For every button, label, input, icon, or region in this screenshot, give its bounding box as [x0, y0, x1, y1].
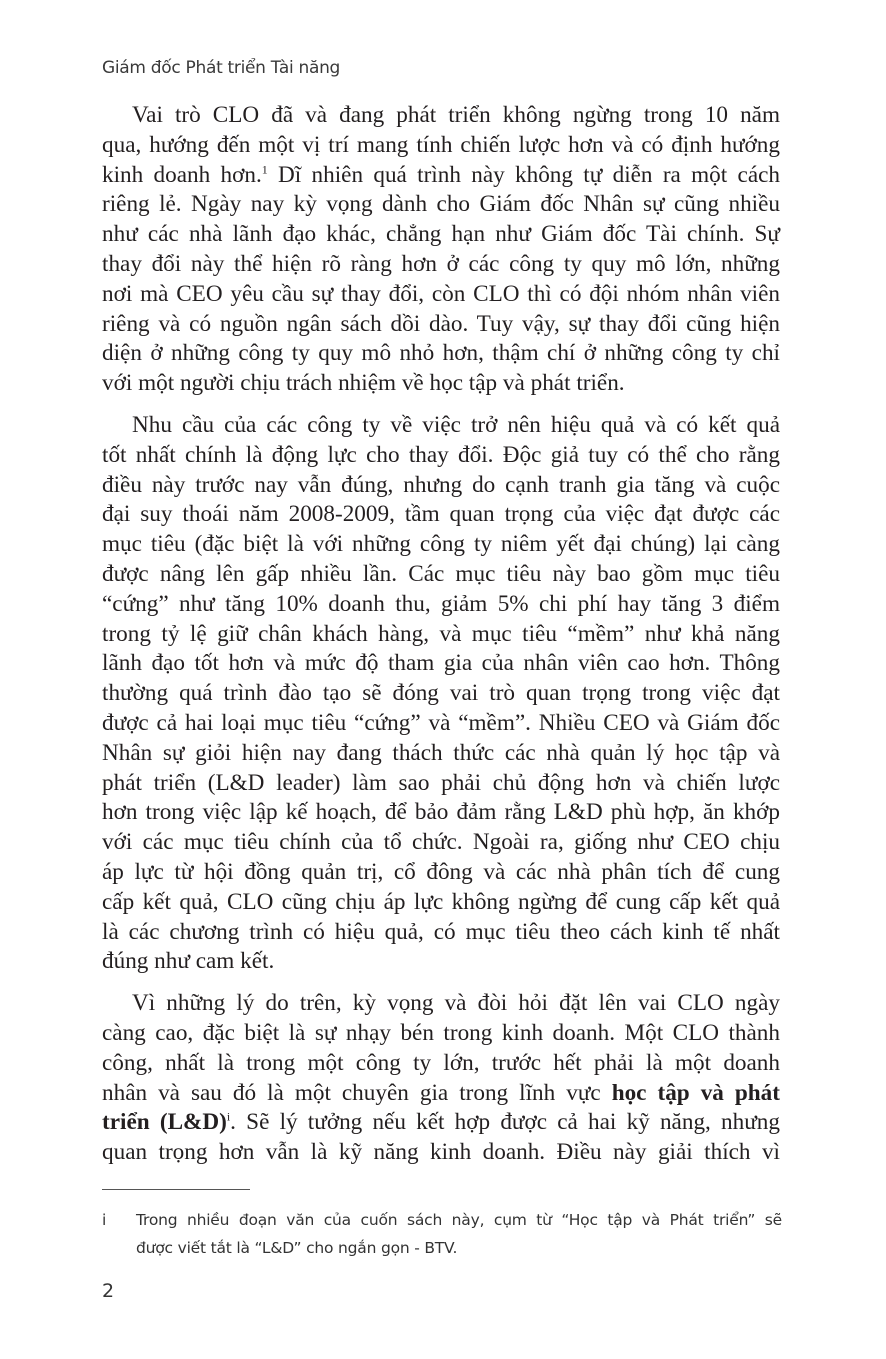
- text-line: với các mục tiêu chính của tổ chức. Ngoài ra, giống như CEO chịu: [102, 829, 780, 856]
- bold-term: triển (L&D): [102, 1109, 227, 1136]
- footnote-marker: i: [102, 1211, 107, 1229]
- text-line: hơn trong việc lập kế hoạch, để bảo đảm rằng L&D phù hợp, ăn khớp: [102, 799, 780, 826]
- text-line: phát triển (L&D leader) làm sao phải chủ động hơn và chiến lược: [102, 769, 780, 796]
- text-line: lãnh đạo tốt hơn và mức độ tham gia của nhân viên cao hơn. Thông: [102, 650, 780, 677]
- text-line: càng cao, đặc biệt là sự nhạy bén trong kinh doanh. Một CLO thành: [102, 1019, 780, 1046]
- text-line: “cứng” như tăng 10% doanh thu, giảm 5% chi phí hay tăng 3 điểm: [102, 590, 780, 617]
- text-run: nhân và sau đó là một chuyên gia trong lĩnh vực: [102, 1079, 612, 1106]
- text-line: thường quá trình đào tạo sẽ đóng vai trò quan trọng trong việc đạt: [102, 680, 780, 707]
- text-line: công, nhất là trong một công ty lớn, trước hết phải là một doanh: [102, 1049, 780, 1076]
- text-run: kinh doanh hơn.: [102, 161, 262, 188]
- text-line: qua, hướng đến một vị trí mang tính chiến lược hơn và có định hướng: [102, 131, 780, 158]
- paragraph-2: [102, 411, 780, 977]
- text-line: Vai trò CLO đã và đang phát triển không ngừng trong 10 năm: [132, 102, 780, 128]
- text-line: [102, 1079, 780, 1109]
- page-number: 2: [102, 1280, 115, 1302]
- body-text: [102, 101, 780, 1180]
- text-line: Vì những lý do trên, kỳ vọng và đòi hỏi đặt lên vai CLO ngày: [132, 990, 780, 1017]
- text-run: . Sẽ lý tưởng nếu kết hợp được cả hai kỹ năng, nhưng: [230, 1109, 780, 1136]
- paragraph-1: [102, 101, 780, 399]
- text-line: với một người chịu trách nhiệm về học tập và phát triển.: [102, 370, 625, 397]
- text-line: điều này trước nay vẫn đúng, nhưng do cạnh tranh gia tăng và cuộc: [102, 471, 780, 498]
- text-line: như các nhà lãnh đạo khác, chẳng hạn như Giám đốc Tài chính. Sự: [102, 221, 780, 248]
- text-line: [102, 161, 780, 191]
- text-line: thay đổi này thể hiện rõ ràng hơn ở các công ty quy mô lớn, những: [102, 250, 780, 277]
- text-line: diện ở những công ty quy mô nhỏ hơn, thậm chí ở những công ty chỉ: [102, 340, 780, 367]
- text-line: áp lực từ hội đồng quản trị, cổ đông và các nhà phân tích để cung: [102, 858, 780, 885]
- text-line: trong tỷ lệ giữ chân khách hàng, và mục tiêu “mềm” như khả năng: [102, 620, 780, 647]
- text-line: mục tiêu (đặc biệt là với những công ty niêm yết đại chúng) lại càng: [102, 531, 780, 558]
- text-line: riêng lẻ. Ngày nay kỳ vọng dành cho Giám đốc Nhân sự cũng nhiều: [102, 191, 780, 218]
- running-head: Giám đốc Phát triển Tài năng: [102, 58, 341, 78]
- text-line: riêng và có nguồn ngân sách dồi dào. Tuy vậy, sự thay đổi cũng hiện: [102, 310, 780, 337]
- text-line: đại suy thoái năm 2008-2009, tầm quan trọng của việc đạt được các: [102, 501, 780, 528]
- text-line: là các chương trình có hiệu quả, có mục tiêu theo cách kinh tế nhất: [102, 918, 780, 945]
- text-line: tốt nhất chính là động lực cho thay đổi. Độc giả tuy có thể cho rằng: [102, 441, 780, 468]
- text-line: [102, 1108, 780, 1138]
- text-line: được cả hai loại mục tiêu “cứng” và “mềm”. Nhiều CEO và Giám đốc: [102, 709, 780, 736]
- footnote-ref-i[interactable]: i: [226, 1109, 231, 1124]
- bold-term: học tập và phát: [611, 1079, 780, 1106]
- text-run: Dĩ nhiên quá trình này không tự diễn ra một cách: [267, 161, 780, 188]
- text-line: đúng như cam kết.: [102, 948, 275, 975]
- text-line: quan trọng hơn vẫn là kỹ năng kinh doanh. Điều này giải thích vì: [102, 1139, 780, 1166]
- text-line: cấp kết quả, CLO cũng chịu áp lực không ngừng để cung cấp kết quả: [102, 888, 780, 915]
- paragraph-3: [102, 989, 780, 1168]
- footnote-divider: [102, 1189, 250, 1190]
- text-line: nơi mà CEO yêu cầu sự thay đổi, còn CLO thì có đội nhóm nhân viên: [102, 280, 780, 307]
- footnote-text: [136, 1206, 782, 1262]
- footnote-line: được viết tắt là “L&D” cho ngắn gọn - BTV.: [136, 1239, 458, 1257]
- endnote-ref-1[interactable]: 1: [261, 161, 268, 176]
- text-line: Nhân sự giỏi hiện nay đang thách thức các nhà quản lý học tập và: [102, 739, 780, 766]
- text-line: được nâng lên gấp nhiều lần. Các mục tiêu này bao gồm mục tiêu: [102, 560, 780, 587]
- text-line: Nhu cầu của các công ty về việc trở nên hiệu quả và có kết quả: [132, 411, 780, 438]
- footnote: [102, 1206, 782, 1262]
- footnote-line: Trong nhiều đoạn văn của cuốn sách này, cụm từ “Học tập và Phát triển” sẽ: [136, 1211, 782, 1229]
